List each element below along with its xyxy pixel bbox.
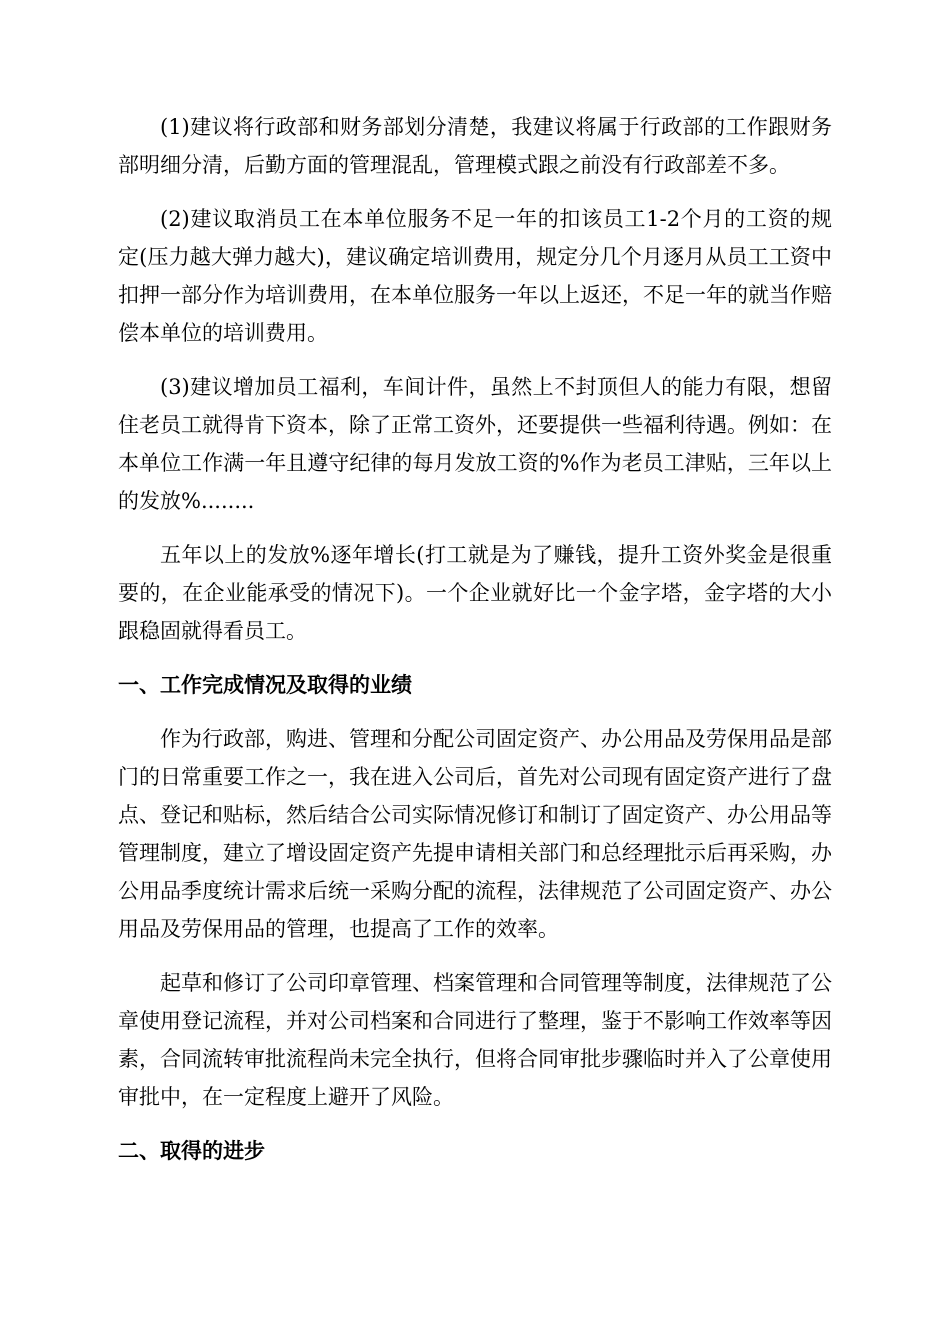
- paragraph-suggestion-1: (1)建议将行政部和财务部划分清楚，我建议将属于行政部的工作跟财务部明细分清，后勤方面的管理混乱，管理模式跟之前没有行政部差不多。: [118, 115, 832, 177]
- heading-section-1: 一、工作完成情况及取得的业绩: [118, 673, 412, 697]
- paragraph-seal-archives: 起草和修订了公司印章管理、档案管理和合同管理等制度，法律规范了公章使用登记流程，并对公司档案和合同进行了整理，鉴于不影响工作效率等因素，合同流转审批流程尚未完全执行，但将合同审批步骤临时并入了公章使用审批中，在一定程度上避开了风险。: [118, 971, 832, 1109]
- paragraph-suggestion-3: (3)建议增加员工福利，车间计件，虽然上不封顶但人的能力有限，想留住老员工就得肯下资本，除了正常工资外，还要提供一些福利待遇。例如：在本单位工作满一年且遵守纪律的每月发放工资的%作为老员工津贴，三年以上的发放%........: [118, 375, 832, 513]
- heading-section-2: 二、取得的进步: [118, 1139, 265, 1163]
- paragraph-five-years: 五年以上的发放%逐年增长(打工就是为了赚钱，提升工资外奖金是很重要的，在企业能承受的情况下)。一个企业就好比一个金字塔，金字塔的大小跟稳固就得看员工。: [118, 543, 832, 643]
- paragraph-suggestion-2: (2)建议取消员工在本单位服务不足一年的扣该员工1-2个月的工资的规定(压力越大弹力越大)，建议确定培训费用，规定分几个月逐月从员工工资中扣押一部分作为培训费用，在本单位服务一年以上返还，不足一年的就当作赔偿本单位的培训费用。: [118, 207, 832, 345]
- document-body: [118, 108, 832, 1186]
- paragraph-assets-management: 作为行政部，购进、管理和分配公司固定资产、办公用品及劳保用品是部门的日常重要工作之一，我在进入公司后，首先对公司现有固定资产进行了盘点、登记和贴标，然后结合公司实际情况修订和制订了固定资产、办公用品等管理制度，建立了增设固定资产先提申请相关部门和总经理批示后再采购，办公用品季度统计需求后统一采购分配的流程，法律规范了公司固定资产、办公用品及劳保用品的管理，也提高了工作的效率。: [118, 727, 832, 941]
